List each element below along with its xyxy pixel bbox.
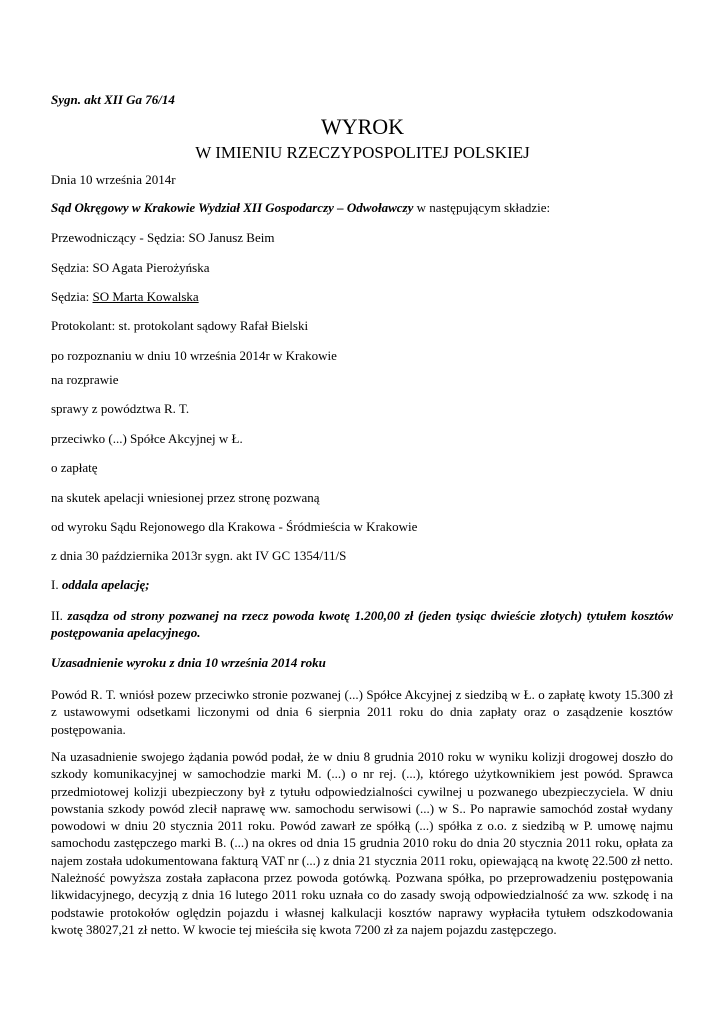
- judge-1: Sędzia: SO Agata Pierożyńska: [51, 260, 210, 275]
- ruling-item-2-text: zasądza od strony pozwanej na rzecz powoda kwotę 1.200,00 zł (jeden tysiąc dwieście złotych) tytułem kosztów postępowania apelacyjnego.: [51, 608, 673, 641]
- ruling-item-2: [51, 607, 673, 642]
- justification-heading: Uzasadnienie wyroku z dnia 10 września 2014 roku: [51, 655, 326, 670]
- chair-judge: Przewodniczący - Sędzia: SO Janusz Beim: [51, 230, 275, 245]
- ruling-item-2-number: II.: [51, 608, 68, 623]
- document-title: WYROK: [320, 114, 405, 139]
- justification-paragraph: Powód R. T. wniósł pozew przeciwko stronie pozwanej (...) Spółce Akcyjnej z siedzibą w Ł. o zapłatę kwoty 15.300 zł z ustawowymi odsetkami liczonymi od dnia 6 sierpnia 2011 roku do dnia zapłaty oraz o zasądzenie kosztów postępowania.: [51, 687, 673, 737]
- date-line: Dnia 10 września 2014r: [51, 172, 176, 187]
- ruling-item-1: [51, 577, 150, 593]
- judge-2: [51, 289, 199, 305]
- clerk: Protokolant: st. protokolant sądowy Rafał Bielski: [51, 318, 309, 333]
- proceeding-line: z dnia 30 października 2013r sygn. akt IV GC 1354/11/S: [51, 548, 347, 563]
- ruling-item-1-text: oddala apelację;: [61, 577, 150, 592]
- proceeding-line: od wyroku Sądu Rejonowego dla Krakowa - Śródmieścia w Krakowie: [51, 519, 418, 534]
- court-name: Sąd Okręgowy w Krakowie Wydział XII Gospodarczy – Odwoławczy: [51, 200, 414, 215]
- proceeding-line: sprawy z powództwa R. T.: [51, 401, 190, 416]
- case-number: Sygn. akt XII Ga 76/14: [51, 92, 175, 107]
- court-suffix: w następującym składzie:: [413, 200, 551, 215]
- judge-2-prefix: Sędzia:: [51, 289, 93, 304]
- proceeding-line: po rozpoznaniu w dniu 10 września 2014r w Krakowie: [51, 348, 337, 363]
- ruling-item-1-number: I.: [51, 577, 62, 592]
- justification-paragraph: Na uzasadnienie swojego żądania powód podał, że w dniu 8 grudnia 2010 roku w wyniku kolizji drogowej doszło do szkody komunikacyjnej w samochodzie marki M. (...) o nr rej. (...), którego użytkownikiem jest powód. Sprawca przedmiotowej kolizji ubezpieczony był z tytułu odpowiedzialności cywilnej u pozwanego ubezpieczyciela. W dniu powstania szkody powód zlecił naprawę ww. samochodu serwisowi (...) w S.. Po naprawie samochód został wydany powodowi w dniu 20 stycznia 2011 roku. Powód zawarł ze spółką (...) spółka z o.o. z siedzibą w P. umowę najmu samochodu zastępczego marki B. (...) na okres od dnia 15 grudnia 2010 roku do dnia 20 stycznia 2011 roku, opłata za najem została udokumentowana fakturą VAT nr (...) z dnia 21 stycznia 2011 roku, opiewającą na kwotę 22.500 zł netto. Należność powyższa została zapłacona przez powoda gotówką. Pozwana spółka, po przeprowadzeniu postępowania likwidacyjnego, decyzją z dnia 16 lutego 2011 roku uznała co do zasady swoją odpowiedzialność za ww. szkodę i na podstawie protokołów oględzin pojazdu i własnej kalkulacji kosztów naprawy wypłaciła tytułem odszkodowania kwotę 38027,21 zł netto. W kwocie tej mieściła się kwota 7200 zł za najem pojazdu zastępczego.: [51, 749, 673, 937]
- judge-2-name: SO Marta Kowalska: [92, 289, 199, 304]
- proceeding-line: na rozprawie: [51, 372, 119, 387]
- court-line: [51, 200, 550, 216]
- proceeding-line: przeciwko (...) Spółce Akcyjnej w Ł.: [51, 431, 243, 446]
- document-subtitle: W IMIENIU RZECZYPOSPOLITEJ POLSKIEJ: [195, 143, 530, 162]
- proceeding-line: na skutek apelacji wniesionej przez stronę pozwaną: [51, 490, 320, 505]
- proceeding-line: o zapłatę: [51, 460, 98, 475]
